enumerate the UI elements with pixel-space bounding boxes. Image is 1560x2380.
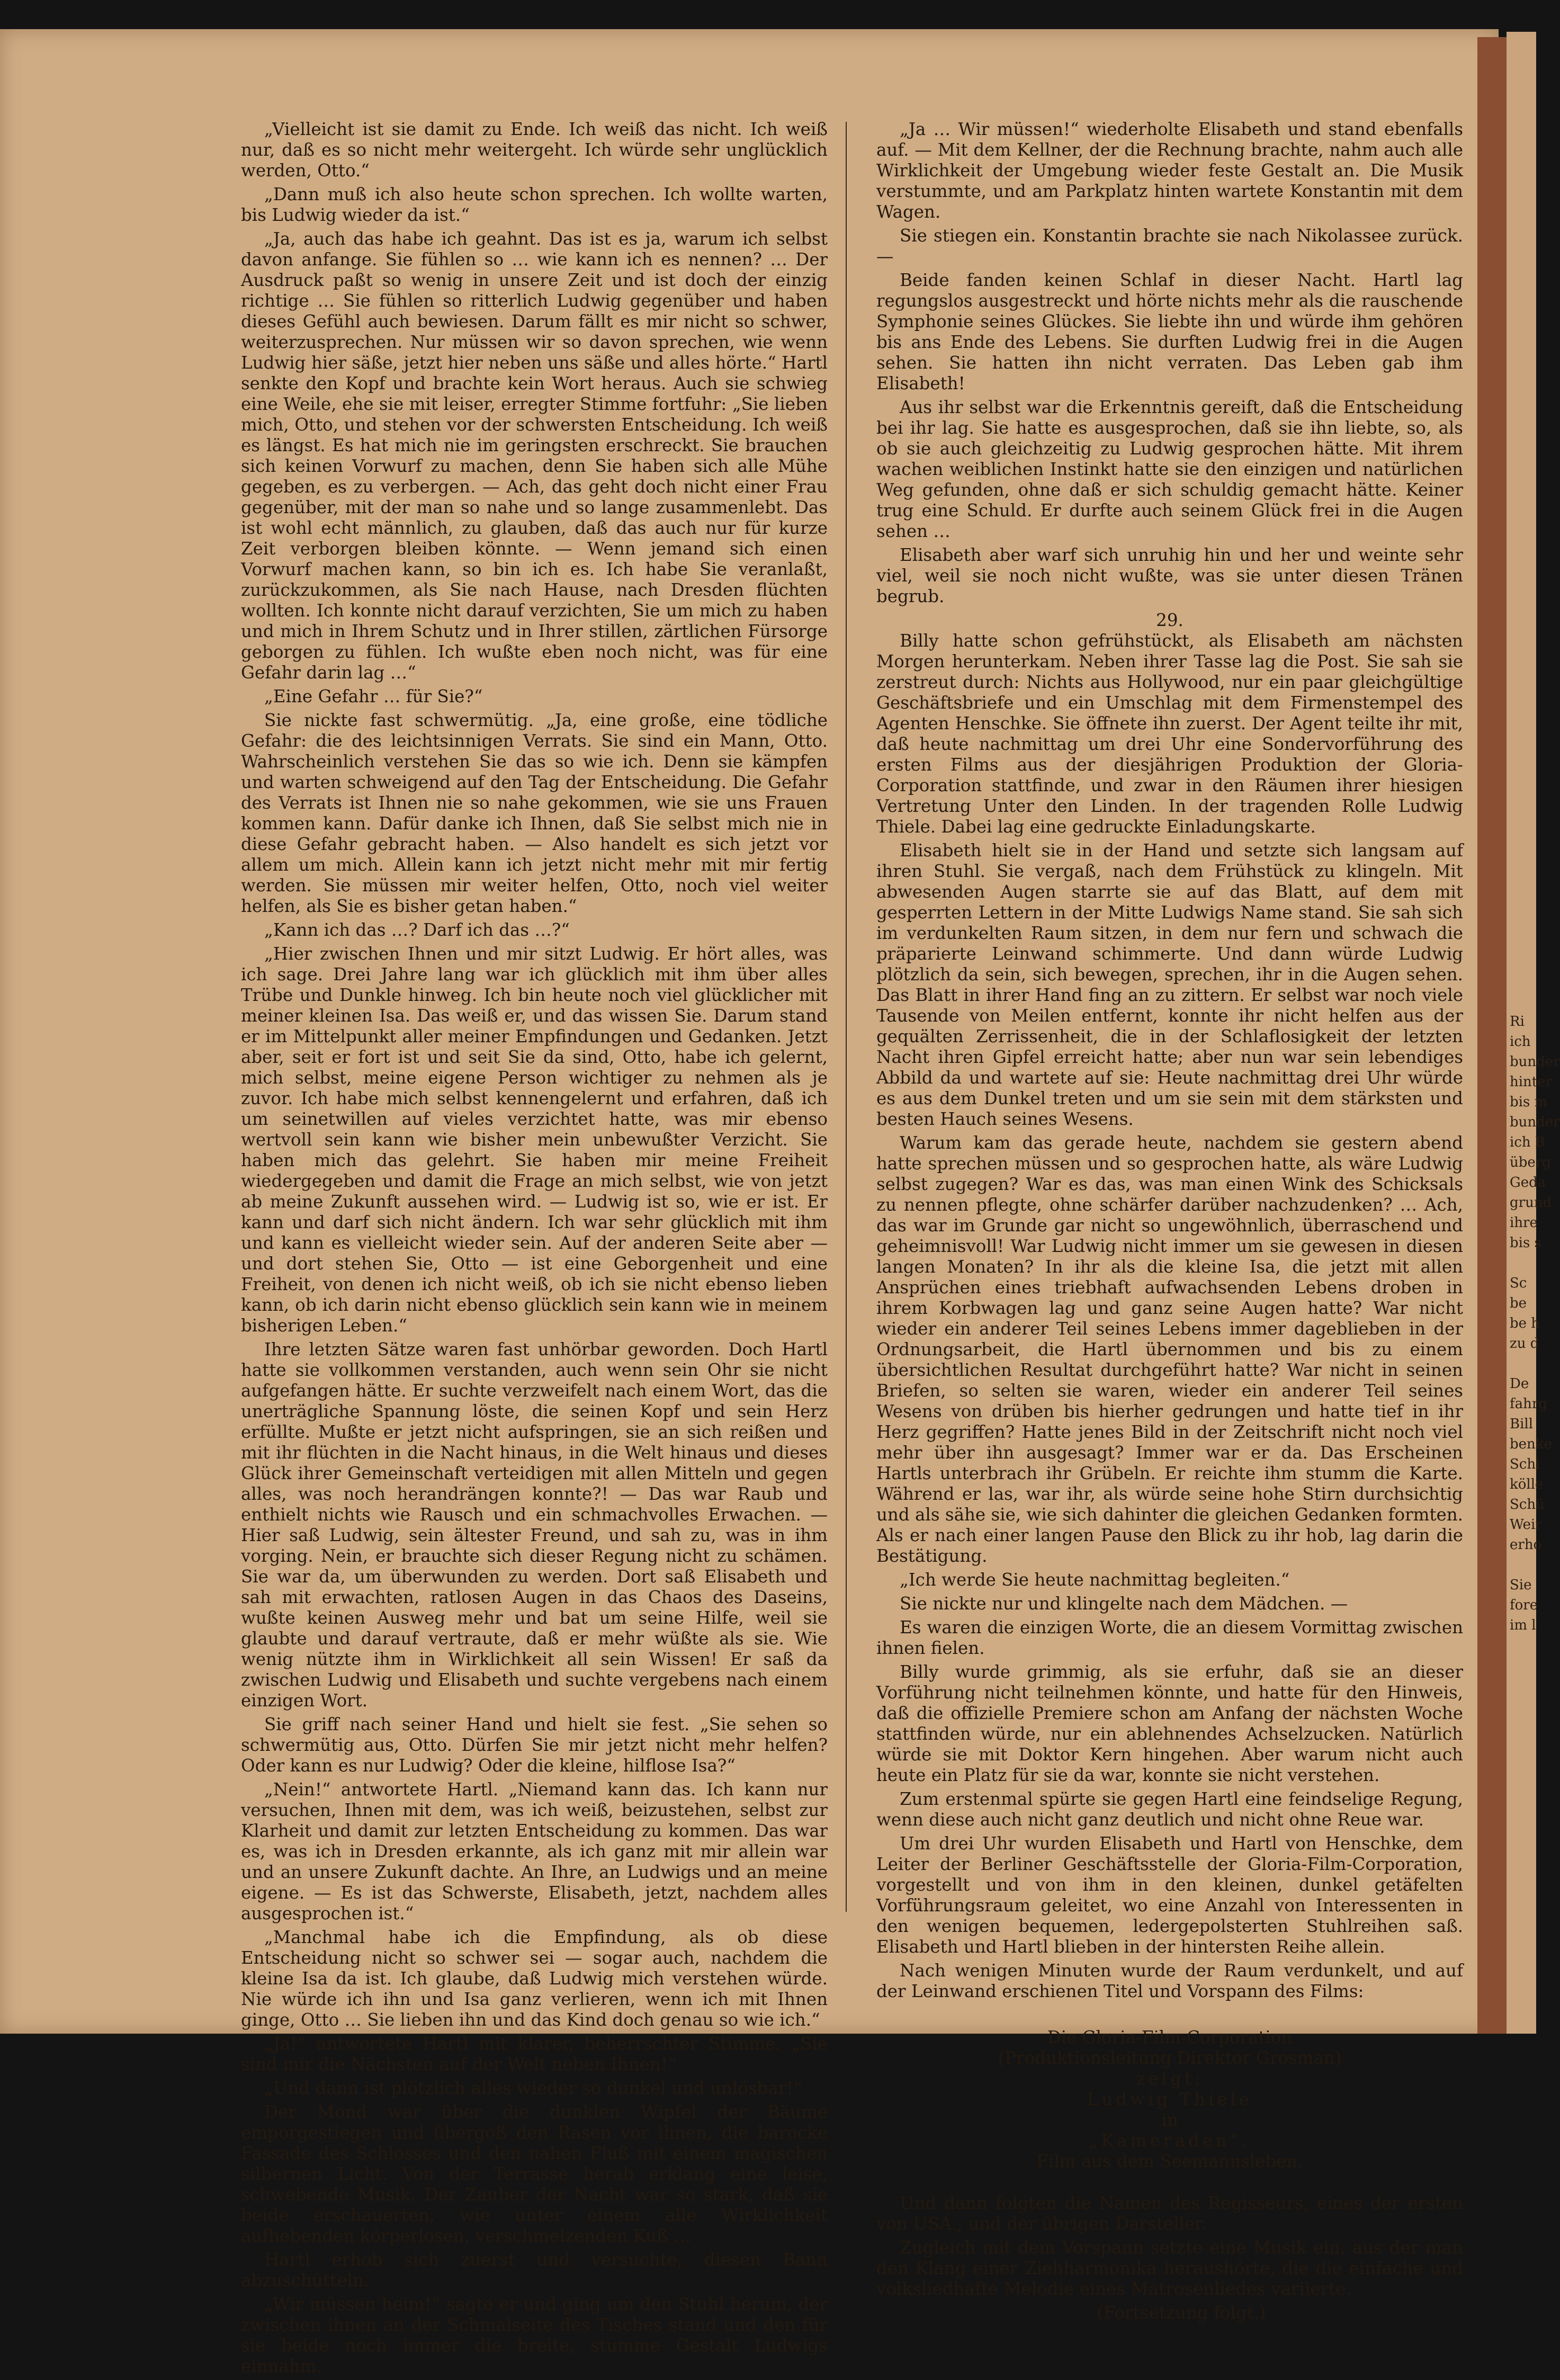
paragraph: „Ja!“ antwortete Hartl mit klarer, beherrschter Stimme. „Sie sind mir die Nächsten auf der Welt neben Ihnen!“ bbox=[241, 2034, 828, 2074]
paragraph: Um drei Uhr wurden Elisabeth und Hartl von Henschke, dem Leiter der Berliner Geschäftsstelle der Gloria-Film-Corporation, vorgestellt und von ihm in den kleinen, dunkel getäfelten Vorführungsraum geleitet, wo eine Anzahl von Interessenten in den wenigen bequemen, ledergepolsterten Stuhlreihen saß. Elisabeth und Hartl blieben in der hintersten Reihe allein. bbox=[876, 1833, 1463, 1957]
paragraph: Beide fanden keinen Schlaf in dieser Nacht. Hartl lag regungslos ausgestreckt und hörte nichts mehr als die rauschende Symphonie seines Glückes. Sie liebte ihn und würde ihm gehören bis ans Ende des Lebens. Sie durften Ludwig frei in die Augen sehen. Sie hatten ihn nicht verraten. Das Leben gab ihm Elisabeth! bbox=[876, 270, 1463, 393]
paragraph: „Ja, auch das habe ich geahnt. Das ist es ja, warum ich selbst davon anfange. Sie fühlen so … wie kann ich es nennen? … Der Ausdruck paßt so wenig in unsere Zeit und ist doch der einzig richtige … Sie fühlen so ritterlich Ludwig gegenüber und haben dieses Gefühl auch bewiesen. Darum fällt es mir nicht so schwer, weiterzusprechen. Nur müssen wir so davon sprechen, wie wenn Ludwig hier säße, jetzt hier neben uns säße und alles hörte.“ Hartl senkte den Kopf und brachte kein Wort heraus. Auch sie schwieg eine Weile, ehe sie mit leiser, erregter Stimme fortfuhr: „Sie lieben mich, Otto, und stehen vor der schwersten Entscheidung. Ich weiß es längst. Es hat mich nie im geringsten erschreckt. Sie brauchen sich keinen Vorwurf zu machen, denn Sie haben sich alle Mühe gegeben, es zu verbergen. — Ach, das geht doch nicht einer Frau gegenüber, mit der man so nahe und so lange zusammenlebt. Das ist wohl echt männlich, zu glauben, daß das auch nur für kurze Zeit verborgen bleiben könnte. — Wenn jemand sich einen Vorwurf machen kann, so bin ich es. Ich habe Sie veranlaßt, zurückzukommen, als Sie nach Hause, nach Dresden flüchten wollten. Ich konnte nicht darauf verzichten, Sie um mich zu haben und mich in Ihrem Schutz und in Ihrer stillen, zärtlichen Fürsorge geborgen zu fühlen. Ich wußte eben noch nicht, was für eine Gefahr darin lag …“ bbox=[241, 229, 828, 683]
paragraph: Sie nickte fast schwermütig. „Ja, eine große, eine tödliche Gefahr: die des leichtsinnigen Verrats. Sie sind ein Mann, Otto. Wahrscheinlich verstehen Sie das so wie ich. Denn sie kämpfen und warten schweigend auf den Tag der Entscheidung. Die Gefahr des Verrats ist Ihnen nie so nahe gekommen, wie sie uns Frauen kommen kann. Dafür danke ich Ihnen, daß Sie selbst mich nie in diese Gefahr gebracht haben. — Also handelt es sich jetzt vor allem um mich. Allein kann ich jetzt nicht mehr mit mir fertig werden. Sie müssen mir weiter helfen, Otto, noch viel weiter helfen, als Sie es bisher getan haben.“ bbox=[241, 710, 828, 916]
paragraph: „Manchmal habe ich die Empfindung, als ob diese Entscheidung nicht so schwer sei — sogar auch, nachdem die kleine Isa da ist. Ich glaube, daß Ludwig mich verstehen würde. Nie würde ich ihn und Isa ganz verlieren, wenn ich mit Ihnen ginge, Otto … Sie lieben ihn und das Kind doch genau so wie ich.“ bbox=[241, 1927, 828, 2030]
paragraph: „Ja … Wir müssen!“ wiederholte Elisabeth und stand ebenfalls auf. — Mit dem Kellner, der die Rechnung brachte, nahm auch alle Wirklichkeit der Umgebung wieder feste Gestalt an. Die Musik verstummte, und am Parkplatz hinten wartete Konstantin mit dem Wagen. bbox=[876, 119, 1463, 222]
paragraph: „Dann muß ich also heute schon sprechen. Ich wollte warten, bis Ludwig wieder da ist.“ bbox=[241, 184, 828, 225]
film-credits-block bbox=[876, 2027, 1463, 2172]
paragraph: Zum erstenmal spürte sie gegen Hartl eine feindselige Regung, wenn diese auch nicht ganz deutlich und nicht ohne Reue war. bbox=[876, 1789, 1463, 1830]
paragraph: „Hier zwischen Ihnen und mir sitzt Ludwig. Er hört alles, was ich sage. Drei Jahre lang war ich glücklich mit ihm über alles Trübe und Dunkle hinweg. Ich bin heute noch viel glücklicher mit meiner kleinen Isa. Das weiß er, und das wissen Sie. Darum stand er im Mittelpunkt aller meiner Empfindungen und Gedanken. Jetzt aber, seit er fort ist und seit Sie da sind, Otto, habe ich gelernt, mich selbst, meine eigene Person wichtiger zu nehmen als je zuvor. Ich habe mich selbst kennengelernt und erfahren, daß ich um seinetwillen auf vieles verzichtet hatte, was mir ebenso wertvoll sein kann wie bisher mein unbewußter Verzicht. Sie haben mich das gelehrt. Sie haben mir meine Freiheit wiedergegeben und damit die Frage an mich selbst, wie von jetzt ab meine Zukunft aussehen wird. — Ludwig ist so, wie er ist. Er kann und darf sich nicht ändern. Ich war sehr glücklich mit ihm und kann es vielleicht wieder sein. Auf der anderen Seite aber — und dort stehen Sie, Otto — ist eine Geborgenheit und eine Freiheit, von denen ich nicht weiß, ob ich sie nicht ebenso lieben kann, ob ich darin nicht ebenso glücklich sein kann wie in meinem bisherigen Leben.“ bbox=[241, 944, 828, 1336]
paragraph: „Ich werde Sie heute nachmittag begleiten.“ bbox=[900, 1570, 1290, 1590]
paragraph: Ihre letzten Sätze waren fast unhörbar geworden. Doch Hartl hatte sie vollkommen verstanden, auch wenn sein Ohr sie nicht aufgefangen hätte. Er suchte verzweifelt nach einem Wort, das die unerträgliche Spannung löste, die seinen Kopf und sein Herz erfüllte. Mußte er jetzt nicht aufspringen, sie an sich reißen und mit ihr flüchten in die Nacht hinaus, in die Welt hinaus und dieses Glück ihrer Gemeinschaft verteidigen mit allen Mitteln und gegen alles, was noch herandrängen konnte?! — Das war Raub und enthielt nichts wie Rausch und ein schmachvolles Erwachen. — Hier saß Ludwig, sein ältester Freund, und sah zu, was in ihm vorging. Nein, er brauchte sich dieser Regung nicht zu schämen. Sie war da, um überwunden zu werden. Dort saß Elisabeth und sah mit erwachten, ratlosen Augen in das Chaos des Daseins, wußte keinen Ausweg mehr und bat um seine Hilfe, weil sie glaubte und darauf vertraute, daß er mehr wüßte als sie. Wie wenig nützte ihm in Wirklichkeit all sein Wissen! Er saß da zwischen Ludwig und Elisabeth und suchte vergebens nach einem einzigen Wort. bbox=[241, 1339, 828, 1711]
paragraph: Sie stiegen ein. Konstantin brachte sie nach Nikolassee zurück. — bbox=[876, 226, 1463, 266]
right-text-column bbox=[876, 119, 1463, 2327]
paragraph: „Kann ich das …? Darf ich das …?“ bbox=[264, 920, 570, 940]
paragraph: Billy hatte schon gefrühstückt, als Elisabeth am nächsten Morgen herunterkam. Neben ihrer Tasse lag die Post. Sie sah sie zerstreut durch: Nichts aus Hollywood, nur ein paar gleichgültige Geschäftsbriefe und ein Umschlag mit dem Firmenstempel des Agenten Henschke. Sie öffnete ihn zuerst. Der Agent teilte ihr mit, daß heute nachmittag um drei Uhr eine Sondervorführung des ersten Films aus der diesjährigen Produktion der Gloria-Corporation stattfinde, und zwar in den Räumen ihrer hiesigen Vertretung Unter den Linden. In der tragenden Rolle Ludwig Thiele. Dabei lag eine gedruckte Einladungskarte. bbox=[876, 631, 1463, 837]
paragraph: Aus ihr selbst war die Erkenntnis gereift, daß die Entscheidung bei ihr lag. Sie hatte es ausgesprochen, daß sie ihn liebte, so, als ob sie auch gleichzeitig zu Ludwig gesprochen hätte. Mit ihrem wachen weiblichen Instinkt hatte sie den einzigen und natürlichen Weg gefunden, ohne daß er sich schuldig gemacht hätte. Keiner trug eine Schuld. Er durfte auch seinem Glück frei in die Augen sehen … bbox=[876, 397, 1463, 541]
paragraph: Und dann folgten die Namen des Regisseurs, eines der ersten von USA., und der übrigen Darsteller. bbox=[876, 2193, 1463, 2234]
paragraph: Elisabeth aber warf sich unruhig hin und her und weinte sehr viel, weil sie noch nicht wußte, was sie unter diesen Tränen begrub. bbox=[876, 545, 1463, 606]
paragraph: Warum kam das gerade heute, nachdem sie gestern abend hatte sprechen müssen und so gesprochen hatte, als wäre Ludwig selbst zugegen? War es das, was man einen Wink des Schicksals zu nennen pflegte, ohne schärfer darüber nachzudenken? … Ach, das war im Grunde gar nicht so ungewöhnlich, überraschend und geheimnisvoll! War Ludwig nicht immer um sie gewesen in diesen langen Monaten? In ihr als die kleine Isa, die jetzt mit allen Ansprüchen eines triebhaft aufwachsenden Lebens droben in ihrem Korbwagen lag und ganz seine Augen hatte? War nicht wieder ein anderer Teil seines Lebens immer dageblieben in der Ordnungsarbeit, die Hartl übernommen und bis zu einem übersichtlichen Resultat durchgeführt hatte? War nicht in seinen Briefen, so selten sie waren, wieder ein anderer Teil seines Wesens von drüben bis hierher gedrungen und hatte tief in ihr Herz gegriffen? Hatte jenes Bild in der Zeitschrift nicht noch viel mehr über ihn ausgesagt? Immer war er da. Das Erscheinen Hartls unterbrach ihr Grübeln. Er reichte ihm stumm die Karte. Während er las, war ihr, als würde seine hohe Stirn durchsichtig und als sähe sie, wie sich dahinter die gleichen Gedanken formten. Als er nach einer langen Pause den Blick zu ihr hob, lag darin die Bestätigung. bbox=[876, 1133, 1463, 1566]
credit-film-title: „Kameraden“, bbox=[1089, 2131, 1251, 2151]
paragraph: „Vielleicht ist sie damit zu Ende. Ich weiß das nicht. Ich weiß nur, daß es so nicht mehr weitergeht. Ich würde sehr unglücklich werden, Otto.“ bbox=[241, 119, 828, 181]
continuation-note: (Fortsetzung folgt.) bbox=[1097, 2303, 1266, 2323]
credit-line: Film aus dem Seemannsleben. bbox=[1036, 2151, 1303, 2171]
paragraph: Es waren die einzigen Worte, die an diesem Vormittag zwischen ihnen fielen. bbox=[876, 1617, 1463, 1658]
credit-line: zeigt: bbox=[1136, 2069, 1204, 2089]
paragraph: Zugleich mit dem Vorspann setzte eine Musik ein, aus der man den Klang einer Ziehharmonika heraushörte, die die einfache und volksliedhafte Melodie eines Matrosenliedes variierte. bbox=[876, 2238, 1463, 2299]
adjacent-page-text: Ri ich bunder hinter bis m bunder ich B überg Geda grund ihre bis s Sc be be h zu d De fahrg Bill benke Schi kölle Schü Weir erho Sie fore im l bbox=[1510, 1014, 1560, 1633]
credit-actor-name: Ludwig Thiele bbox=[1087, 2089, 1253, 2109]
chapter-number: 29. bbox=[1156, 610, 1184, 630]
paragraph: Der Mond war über die dunklen Wipfel der Bäume emporgestiegen und übergoß den Rasen vor ihnen, die barocke Fassade des Schlosses und den nahen Fluß mit einem magischen silbernen Licht. Von der Terrasse herab erklang eine leise, schwebende Musik. Der Zauber der Nacht war so stark, daß sie beide erschauerten, wie unter einem alle Wirklichkeit aufhebenden körperlosen, verschmelzenden Kuß … bbox=[241, 2102, 828, 2246]
adjacent-page-fragment bbox=[1507, 32, 1560, 2034]
paragraph: „Eine Gefahr … für Sie?“ bbox=[264, 686, 483, 706]
paragraph: Elisabeth hielt sie in der Hand und setzte sich langsam auf ihren Stuhl. Sie vergaß, nach dem Frühstück zu klingeln. Mit abwesenden Augen starrte sie auf das Blatt, auf dem mit gesperrten Lettern in der Mitte Ludwigs Name stand. Sie sah sich im verdunkelten Raum sitzen, in dem nur fern und schwach die präparierte Leinwand schimmerte. Und dann würde Ludwig plötzlich da sein, sich bewegen, sprechen, ihr in die Augen sehen. Das Blatt in ihrer Hand fing an zu zittern. Er selbst war noch viele Tausende von Meilen entfernt, konnte ihr nicht helfen aus der gequälten Zerrissenheit, die in der Schlaflosigkeit der letzten Nacht ihren Gipfel erreicht hatte; aber nun war sein lebendiges Abbild da und wartete auf sie: Heute nachmittag drei Uhr würde es aus dem Dunkel treten und um sie sein mit dem stärksten und besten Hauch seines Wesens. bbox=[876, 840, 1463, 1129]
credit-line: (Produktionsleitung Direktor Grosman) bbox=[998, 2048, 1342, 2068]
paragraph: Sie nickte nur und klingelte nach dem Mädchen. — bbox=[900, 1594, 1348, 1614]
credit-line: in bbox=[1161, 2110, 1178, 2130]
paragraph: Hartl erhob sich zuerst und versuchte, diesen Bann abzuschütteln. bbox=[241, 2250, 828, 2290]
paragraph: „Nein!“ antwortete Hartl. „Niemand kann das. Ich kann nur versuchen, Ihnen mit dem, was ich weiß, beizustehen, selbst zur Klarheit und damit zur letzten Entscheidung zu kommen. Das war es, was ich in Dresden erkannte, als ich ganz mit mir allein war und an unsere Zukunft dachte. An Ihre, an Ludwigs und an meine eigene. — Es ist das Schwerste, Elisabeth, jetzt, nachdem alles ausgesprochen ist.“ bbox=[241, 1779, 828, 1923]
column-divider bbox=[846, 122, 847, 1912]
paragraph: Nach wenigen Minuten wurde der Raum verdunkelt, und auf der Leinwand erschienen Titel und Vorspann des Films: bbox=[876, 1961, 1463, 2001]
credit-line: Die Gloria-Film-Corporation bbox=[1047, 2027, 1293, 2047]
paragraph: „Wir müssen heim!“ sagte er und ging um den Stuhl herum, der zwischen ihnen an der Schmalseite des Tisches stand und den für sie beide noch immer die breite, stumme Gestalt Ludwigs einnahm. bbox=[241, 2294, 828, 2376]
paragraph: „Und dann ist plötzlich alles wieder so dunkel und unlösbar!“ bbox=[264, 2078, 802, 2098]
page-binding-edge bbox=[1477, 37, 1507, 2034]
paragraph: Billy wurde grimmig, als sie erfuhr, daß sie an dieser Vorführung nicht teilnehmen könnte, und hatte für den Hinweis, daß die offizielle Premiere schon am Anfang der nächsten Woche stattfinden würde, nur ein ablehnendes Achselzucken. Natürlich würde sie mit Doktor Kern hingehen. Aber warum nicht auch heute ein Platz für sie da war, konnte sie nicht verstehen. bbox=[876, 1662, 1463, 1785]
left-text-column bbox=[241, 119, 828, 2380]
paragraph: Sie griff nach seiner Hand und hielt sie fest. „Sie sehen so schwermütig aus, Otto. Dürfen Sie mir jetzt nicht mehr helfen? Oder kann es nur Ludwig? Oder die kleine, hilflose Isa?“ bbox=[241, 1714, 828, 1776]
